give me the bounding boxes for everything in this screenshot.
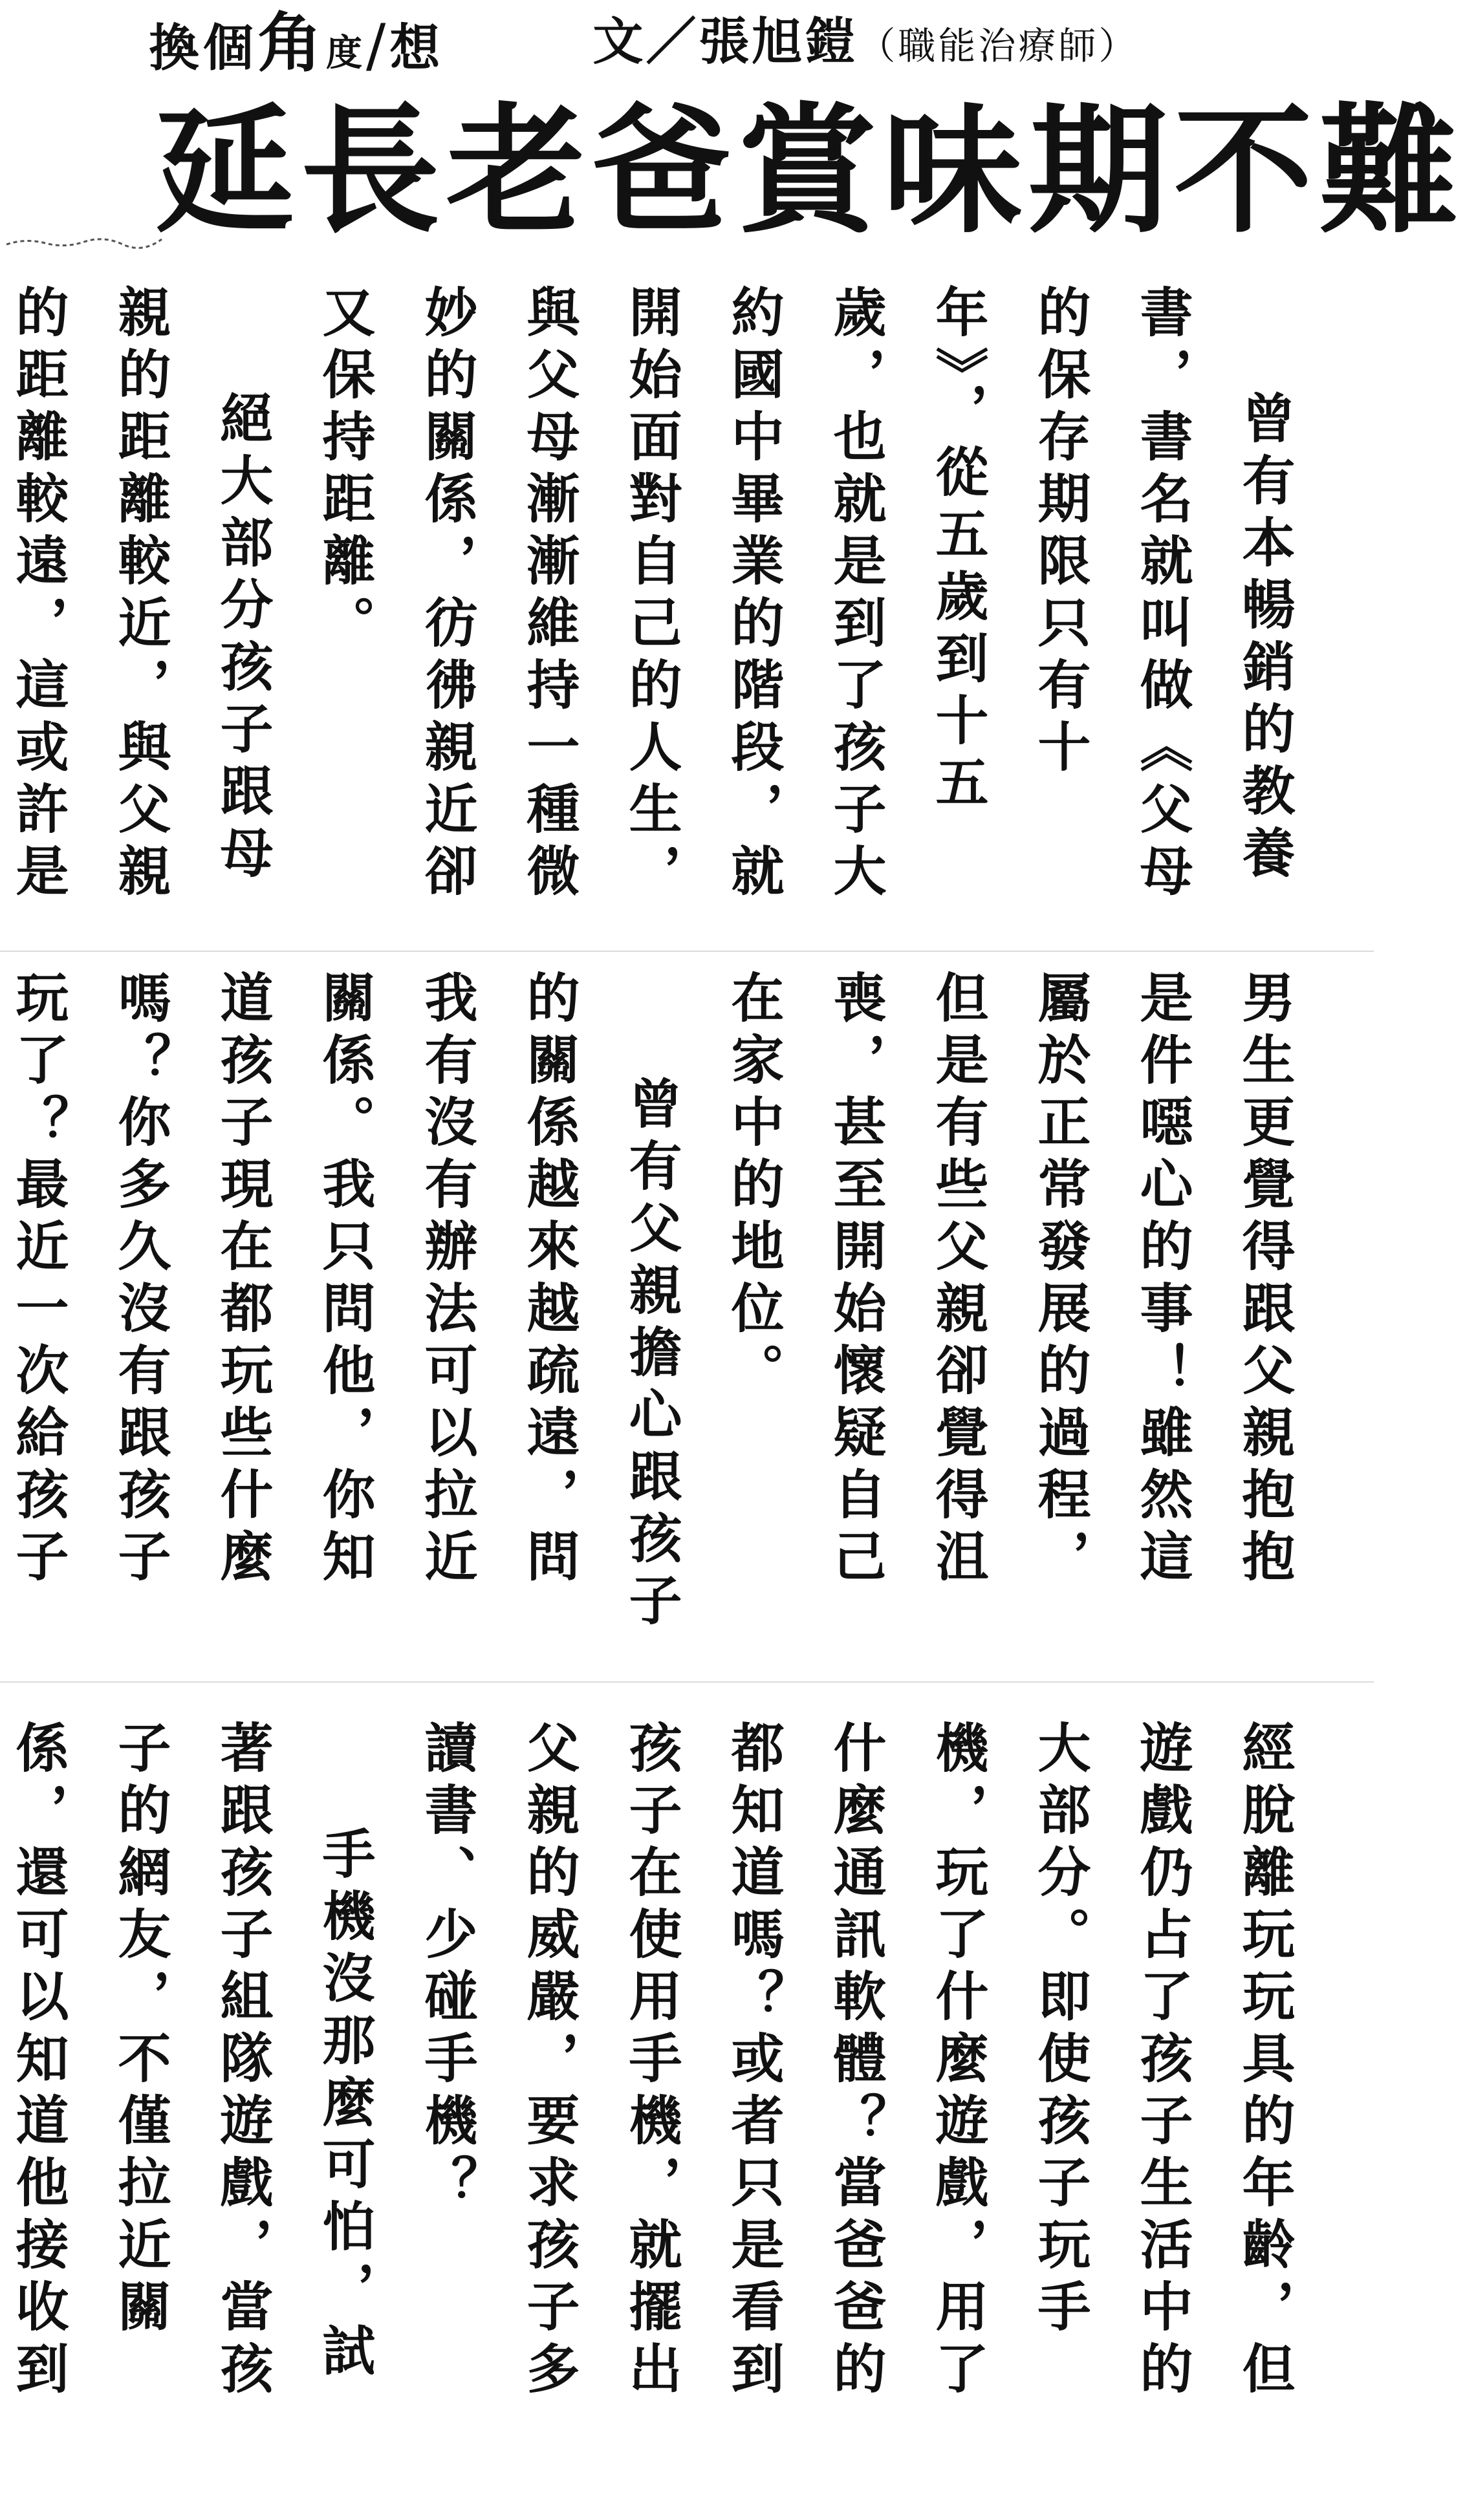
paragraph: 曾有本暢銷的教養書，書名就叫做《父母的保存期限只有十年》，從五歲到十五歲，也就是到了孩子大約國中畢業的階段，就開始面對自己的人生，與父母漸漸維持一種微妙的關係，彷彿親近卻又保持距離。: [314, 285, 1296, 905]
paragraph: 手機沒那麼可怕，試著跟孩子組隊遊戲，當孩子的網友，不僅拉近關係，還可以知道他接收到: [7, 1720, 376, 2403]
paragraph: 曾有父親擔心跟孩子的關係越來越疏遠，問我有沒有辦法可以拉近關係。我只問他，你知道孩子現在都玩些什麼嗎？你多久沒有跟孩子玩了？最近一次給孩子: [7, 970, 682, 1635]
byline-author: 文／張旭鎧: [592, 13, 858, 71]
column-name-part: 換個: [149, 19, 258, 78]
column-name-part: 想: [389, 19, 444, 78]
article-section-1: [7, 285, 1316, 938]
byline-role: （職能治療師）: [858, 24, 1139, 68]
column-name-slash: /: [366, 12, 390, 80]
column-header: [149, 5, 1313, 81]
paragraph: 經脫離玩玩具的年齡，但遊戲仍占了孩子生活中的大部分。即使孩子玩手機，玩了什麼遊戲，用了什麼通訊軟體？當爸爸的都知道嗎？或者只是看到孩子在使用手機，就擺出父親的威嚴，要求孩子多讀書、少碰手機？: [416, 1720, 1296, 2403]
article-section-3: [7, 1720, 1316, 2444]
article-title: 延長老爸賞味期不難: [155, 90, 1465, 252]
paragraph: 絕大部分孩子跟母親的距離較近，與父親的距離較遠，這或許是: [7, 285, 274, 905]
section-divider: [0, 1681, 1374, 1683]
scribble-mark: [6, 233, 162, 252]
paragraph: 男生更覺得跟父親抱抱是件噁心的事！雖然這屬於正常發展的過程，但是有些父親卻覺得沮喪，甚至開始懷疑自己在家中的地位。: [722, 970, 1296, 1591]
column-name-part: 角: [257, 5, 327, 81]
section-divider: [0, 951, 1374, 952]
byline: [592, 1, 1138, 74]
column-name: [149, 0, 444, 84]
article-section-2: [7, 970, 1316, 1642]
column-name-part: 度: [326, 32, 367, 74]
